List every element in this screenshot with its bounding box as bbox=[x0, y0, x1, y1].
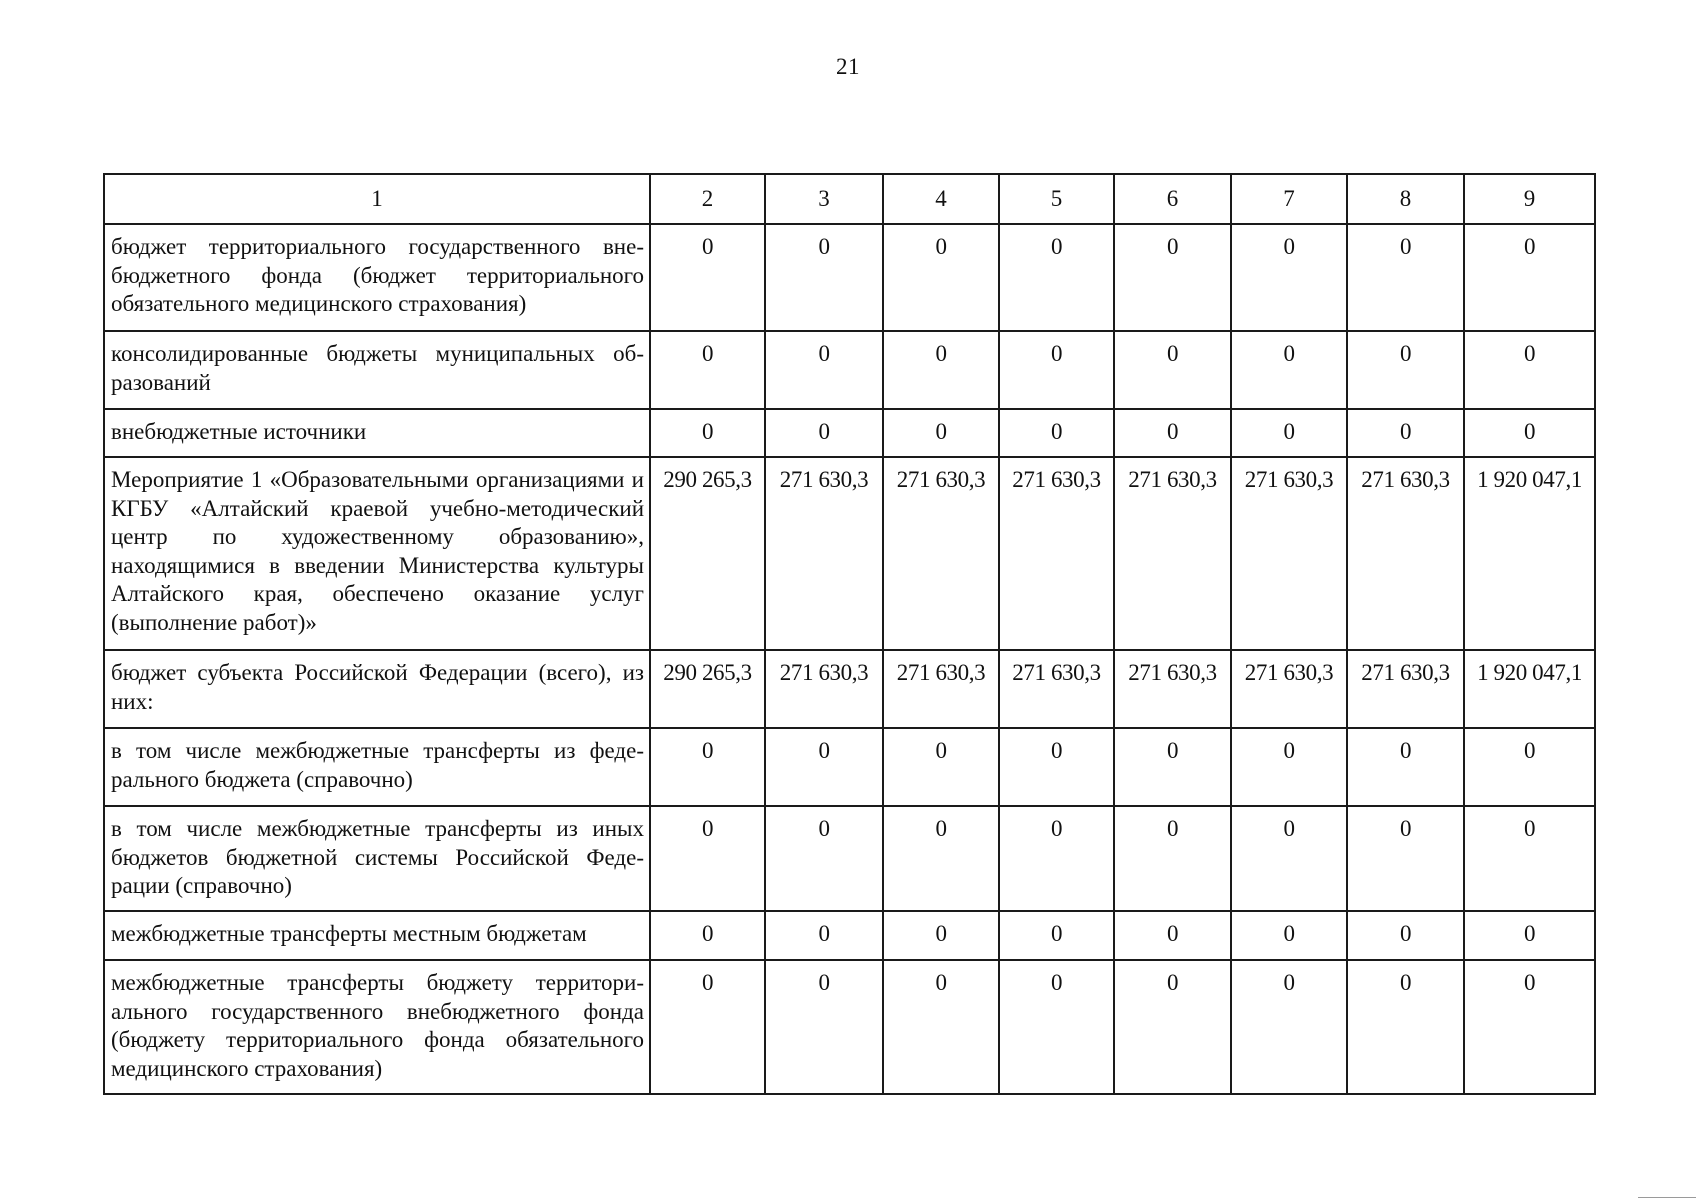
row-value: 0 bbox=[765, 960, 883, 1094]
row-value: 0 bbox=[999, 960, 1114, 1094]
row-value: 271 630,3 bbox=[883, 650, 999, 728]
row-value: 0 bbox=[1464, 911, 1595, 960]
row-value: 0 bbox=[999, 806, 1114, 911]
row-value: 0 bbox=[1464, 728, 1595, 806]
row-value: 271 630,3 bbox=[765, 457, 883, 650]
row-value: 271 630,3 bbox=[1231, 457, 1347, 650]
row-value: 0 bbox=[765, 331, 883, 409]
row-label: Мероприятие 1 «Образовательными организациями и КГБУ «Алтайский краевой учебно-методический центр по художественному образованию», находящимися в введении Министерства культуры Алтайского края, обеспечено оказание услуг (выполнение работ)» bbox=[104, 457, 650, 650]
row-value: 0 bbox=[1347, 331, 1464, 409]
row-label: бюджет субъекта Российской Федерации (всего), из них: bbox=[104, 650, 650, 728]
table-row bbox=[104, 331, 1595, 409]
row-value: 271 630,3 bbox=[765, 650, 883, 728]
row-value: 0 bbox=[1114, 224, 1231, 331]
row-value: 290 265,3 bbox=[650, 650, 765, 728]
row-value: 1 920 047,1 bbox=[1464, 457, 1595, 650]
row-value: 271 630,3 bbox=[1114, 650, 1231, 728]
row-value: 0 bbox=[1231, 806, 1347, 911]
row-value: 0 bbox=[650, 911, 765, 960]
row-value: 0 bbox=[1347, 409, 1464, 457]
row-value: 271 630,3 bbox=[999, 457, 1114, 650]
column-number: 7 bbox=[1231, 174, 1347, 224]
row-value: 0 bbox=[883, 911, 999, 960]
row-label: бюджет территориального государственного внебюджетного фонда (бюджет территориального обязательного медицинского страхования) bbox=[104, 224, 650, 331]
row-value: 0 bbox=[883, 960, 999, 1094]
row-label: в том числе межбюджетные трансферты из федерального бюджета (справочно) bbox=[104, 728, 650, 806]
row-value: 0 bbox=[999, 911, 1114, 960]
column-number: 4 bbox=[883, 174, 999, 224]
row-value: 0 bbox=[650, 409, 765, 457]
column-number: 3 bbox=[765, 174, 883, 224]
row-value: 0 bbox=[765, 728, 883, 806]
row-value: 0 bbox=[650, 806, 765, 911]
row-label: консолидированные бюджеты муниципальных образований bbox=[104, 331, 650, 409]
row-value: 0 bbox=[1464, 331, 1595, 409]
row-value: 0 bbox=[883, 409, 999, 457]
row-value: 0 bbox=[1464, 960, 1595, 1094]
row-value: 290 265,3 bbox=[650, 457, 765, 650]
row-value: 0 bbox=[1114, 960, 1231, 1094]
row-value: 0 bbox=[1464, 806, 1595, 911]
page-number: 21 bbox=[836, 54, 860, 79]
row-value: 0 bbox=[765, 409, 883, 457]
table-row bbox=[104, 650, 1595, 728]
column-number-row bbox=[104, 174, 1595, 224]
row-value: 0 bbox=[650, 224, 765, 331]
row-value: 271 630,3 bbox=[883, 457, 999, 650]
row-value: 0 bbox=[999, 331, 1114, 409]
budget-table bbox=[103, 173, 1596, 1095]
row-value: 0 bbox=[765, 911, 883, 960]
row-value: 0 bbox=[765, 224, 883, 331]
row-value: 0 bbox=[1347, 728, 1464, 806]
row-value: 0 bbox=[1231, 331, 1347, 409]
table-row bbox=[104, 911, 1595, 960]
row-value: 0 bbox=[1347, 224, 1464, 331]
row-value: 0 bbox=[1231, 409, 1347, 457]
row-value: 0 bbox=[1464, 224, 1595, 331]
row-value: 0 bbox=[1114, 331, 1231, 409]
row-value: 0 bbox=[883, 806, 999, 911]
row-value: 271 630,3 bbox=[1347, 457, 1464, 650]
row-value: 0 bbox=[1231, 224, 1347, 331]
column-number: 9 bbox=[1464, 174, 1595, 224]
row-value: 271 630,3 bbox=[999, 650, 1114, 728]
table-row bbox=[104, 806, 1595, 911]
column-number: 8 bbox=[1347, 174, 1464, 224]
row-value: 0 bbox=[1231, 911, 1347, 960]
row-value: 0 bbox=[999, 224, 1114, 331]
row-value: 0 bbox=[1114, 409, 1231, 457]
table-row bbox=[104, 728, 1595, 806]
table-row bbox=[104, 409, 1595, 457]
row-value: 0 bbox=[650, 960, 765, 1094]
row-value: 0 bbox=[1231, 960, 1347, 1094]
row-value: 0 bbox=[1231, 728, 1347, 806]
column-number: 2 bbox=[650, 174, 765, 224]
row-value: 0 bbox=[1347, 806, 1464, 911]
row-label: внебюджетные источники bbox=[104, 409, 650, 457]
row-label: межбюджетные трансферты местным бюджетам bbox=[104, 911, 650, 960]
row-value: 0 bbox=[1114, 911, 1231, 960]
row-value: 0 bbox=[883, 331, 999, 409]
row-value: 271 630,3 bbox=[1347, 650, 1464, 728]
column-number: 1 bbox=[104, 174, 650, 224]
table-row bbox=[104, 457, 1595, 650]
table-row bbox=[104, 960, 1595, 1094]
row-value: 0 bbox=[1347, 911, 1464, 960]
row-value: 0 bbox=[883, 728, 999, 806]
scan-edge-mark bbox=[1638, 1197, 1696, 1198]
column-number: 5 bbox=[999, 174, 1114, 224]
row-value: 0 bbox=[999, 409, 1114, 457]
row-value: 0 bbox=[765, 806, 883, 911]
row-value: 0 bbox=[1114, 728, 1231, 806]
row-label: межбюджетные трансферты бюджету территориального государственного внебюджетного фонда (бюджету территориального фонда обязательного медицинского страхования) bbox=[104, 960, 650, 1094]
row-label: в том числе межбюджетные трансферты из иных бюджетов бюджетной системы Российской Федерации (справочно) bbox=[104, 806, 650, 911]
row-value: 0 bbox=[883, 224, 999, 331]
column-number: 6 bbox=[1114, 174, 1231, 224]
row-value: 271 630,3 bbox=[1231, 650, 1347, 728]
row-value: 0 bbox=[1114, 806, 1231, 911]
row-value: 1 920 047,1 bbox=[1464, 650, 1595, 728]
row-value: 0 bbox=[650, 728, 765, 806]
table-row bbox=[104, 224, 1595, 331]
row-value: 0 bbox=[1464, 409, 1595, 457]
row-value: 0 bbox=[999, 728, 1114, 806]
row-value: 0 bbox=[1347, 960, 1464, 1094]
row-value: 271 630,3 bbox=[1114, 457, 1231, 650]
row-value: 0 bbox=[650, 331, 765, 409]
